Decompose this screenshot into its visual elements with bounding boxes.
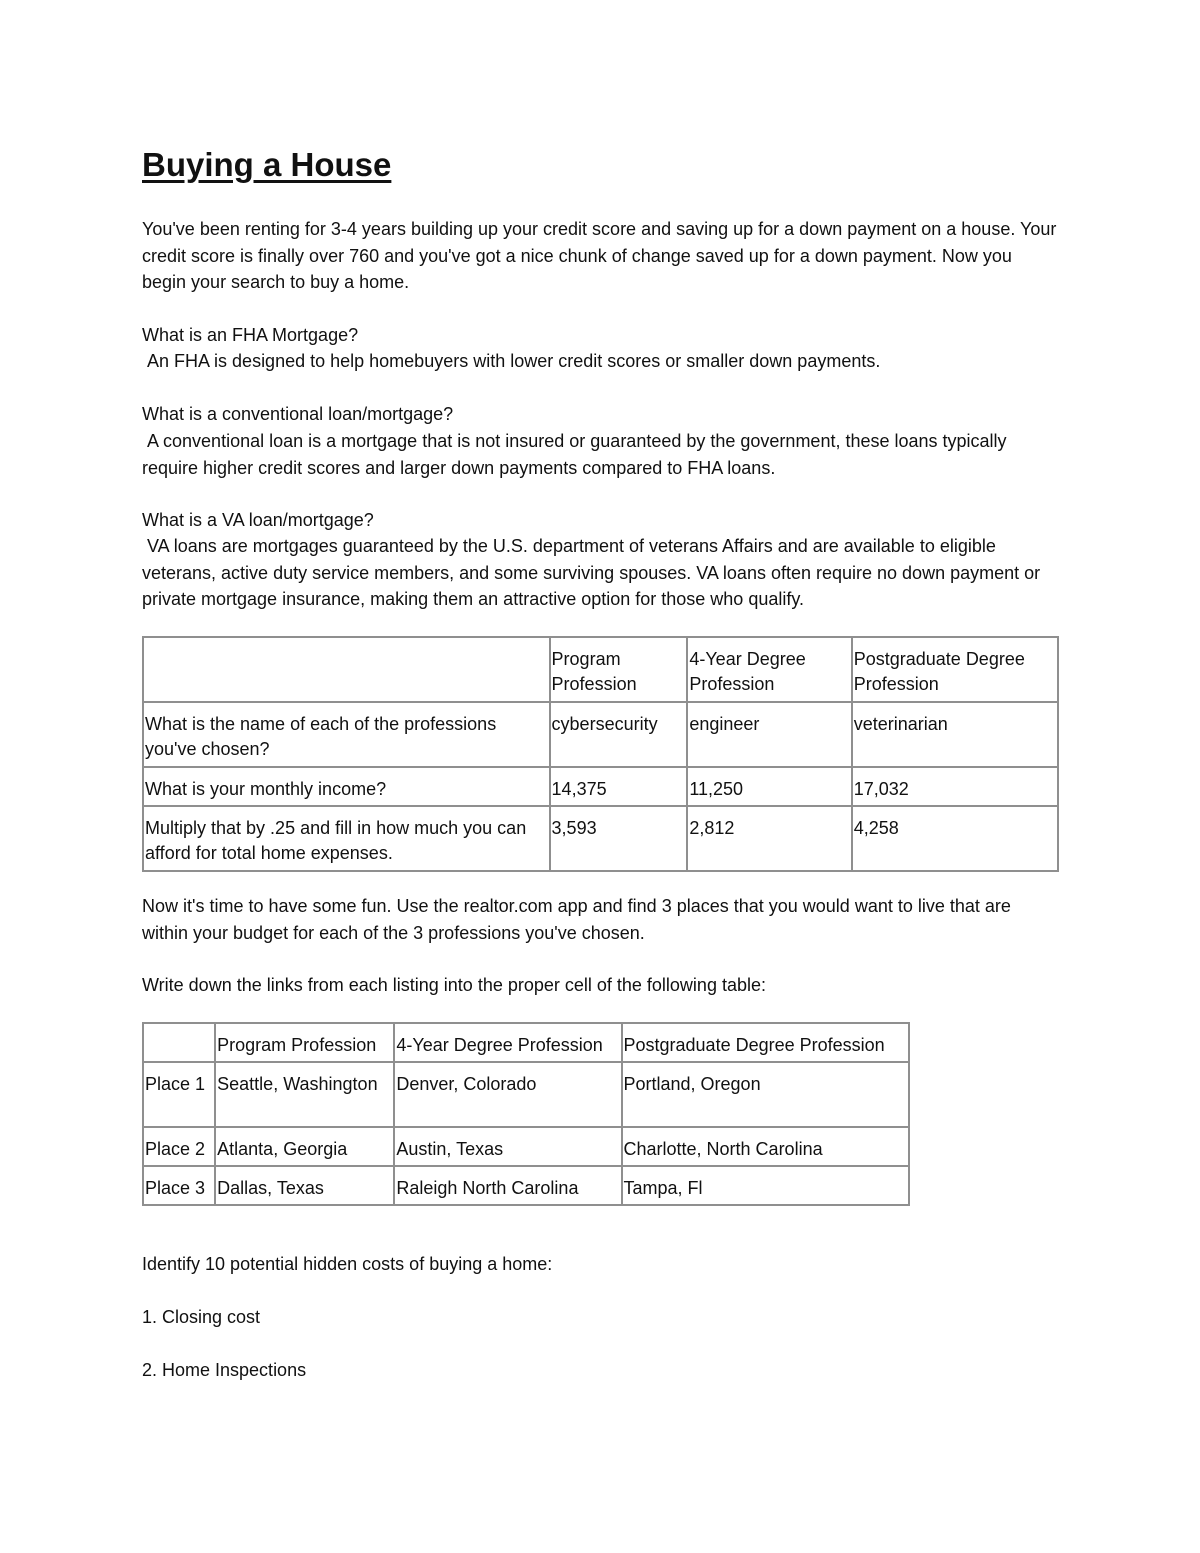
table-cell: cybersecurity — [550, 702, 688, 767]
table-row — [143, 1127, 909, 1166]
va-answer: VA loans are mortgages guaranteed by the U.S. department of veterans Affairs and are available to eligible veterans, active duty service members, and some surviving spouses. VA loans often require no down payment or private mortgage insurance, making them an attractive option for those who qualify. — [142, 536, 1046, 609]
table-cell: Charlotte, North Carolina — [622, 1127, 910, 1166]
hidden-costs-question: Identify 10 potential hidden costs of buying a home: — [142, 1254, 553, 1274]
table-cell: Place 3 — [143, 1166, 215, 1205]
fha-question: What is an FHA Mortgage? — [142, 325, 359, 345]
va-question: What is a VA loan/mortgage? — [142, 510, 374, 530]
fun-paragraph: Now it's time to have some fun. Use the realtor.com app and find 3 places that you would want to live that are within your budget for each of the 3 professions you've chosen. — [142, 896, 1011, 943]
table-cell: Multiply that by .25 and fill in how much you can afford for total home expenses. — [143, 806, 550, 871]
table-cell: What is the name of each of the professions you've chosen? — [143, 702, 550, 767]
table-row — [143, 806, 1058, 871]
table-header-cell — [143, 637, 550, 702]
page-title: Buying a House — [142, 146, 392, 183]
table-header-cell: Postgraduate Degree Profession — [622, 1023, 910, 1062]
conventional-answer: A conventional loan is a mortgage that is not insured or guaranteed by the government, these loans typically require higher credit scores and larger down payments compared to FHA loans. — [142, 431, 1012, 478]
table-cell: 17,032 — [852, 767, 1058, 806]
table-cell: 11,250 — [687, 767, 851, 806]
table-cell: engineer — [687, 702, 851, 767]
list-item: 1. Closing cost — [142, 1307, 261, 1327]
table-cell: Denver, Colorado — [394, 1062, 621, 1127]
table-row — [143, 1023, 909, 1062]
links-instruction: Write down the links from each listing into the proper cell of the following table: — [142, 975, 766, 995]
table-header-cell: Program Profession — [215, 1023, 394, 1062]
table-cell: 2,812 — [687, 806, 851, 871]
fha-answer: An FHA is designed to help homebuyers with lower credit scores or smaller down payments. — [142, 351, 881, 371]
income-table — [142, 636, 1059, 872]
table-cell: What is your monthly income? — [143, 767, 550, 806]
table-header-cell: 4-Year Degree Profession — [687, 637, 851, 702]
table-cell: Austin, Texas — [394, 1127, 621, 1166]
table-header-cell: 4-Year Degree Profession — [394, 1023, 621, 1062]
table-cell: 4,258 — [852, 806, 1058, 871]
table-row — [143, 1062, 909, 1127]
table-cell: Atlanta, Georgia — [215, 1127, 394, 1166]
table-cell: 14,375 — [550, 767, 688, 806]
table-header-cell — [143, 1023, 215, 1062]
table-cell: Place 1 — [143, 1062, 215, 1127]
table-header-cell: Program Profession — [550, 637, 688, 702]
table-cell: Dallas, Texas — [215, 1166, 394, 1205]
places-table — [142, 1022, 910, 1206]
table-cell: veterinarian — [852, 702, 1058, 767]
table-cell: Portland, Oregon — [622, 1062, 910, 1127]
table-cell: Seattle, Washington — [215, 1062, 394, 1127]
table-row — [143, 637, 1058, 702]
table-cell: Raleigh North Carolina — [394, 1166, 621, 1205]
conventional-question: What is a conventional loan/mortgage? — [142, 404, 454, 424]
table-header-cell: Postgraduate Degree Profession — [852, 637, 1058, 702]
intro-paragraph: You've been renting for 3-4 years building up your credit score and saving up for a down payment on a house. Your credit score is finally over 760 and you've got a nice chunk of change saved up for a down payment. Now you begin your search to buy a home. — [142, 219, 1057, 292]
table-cell: 3,593 — [550, 806, 688, 871]
list-item: 2. Home Inspections — [142, 1360, 307, 1380]
table-row — [143, 767, 1058, 806]
table-row — [143, 1166, 909, 1205]
table-row — [143, 702, 1058, 767]
table-cell: Place 2 — [143, 1127, 215, 1166]
table-cell: Tampa, Fl — [622, 1166, 910, 1205]
